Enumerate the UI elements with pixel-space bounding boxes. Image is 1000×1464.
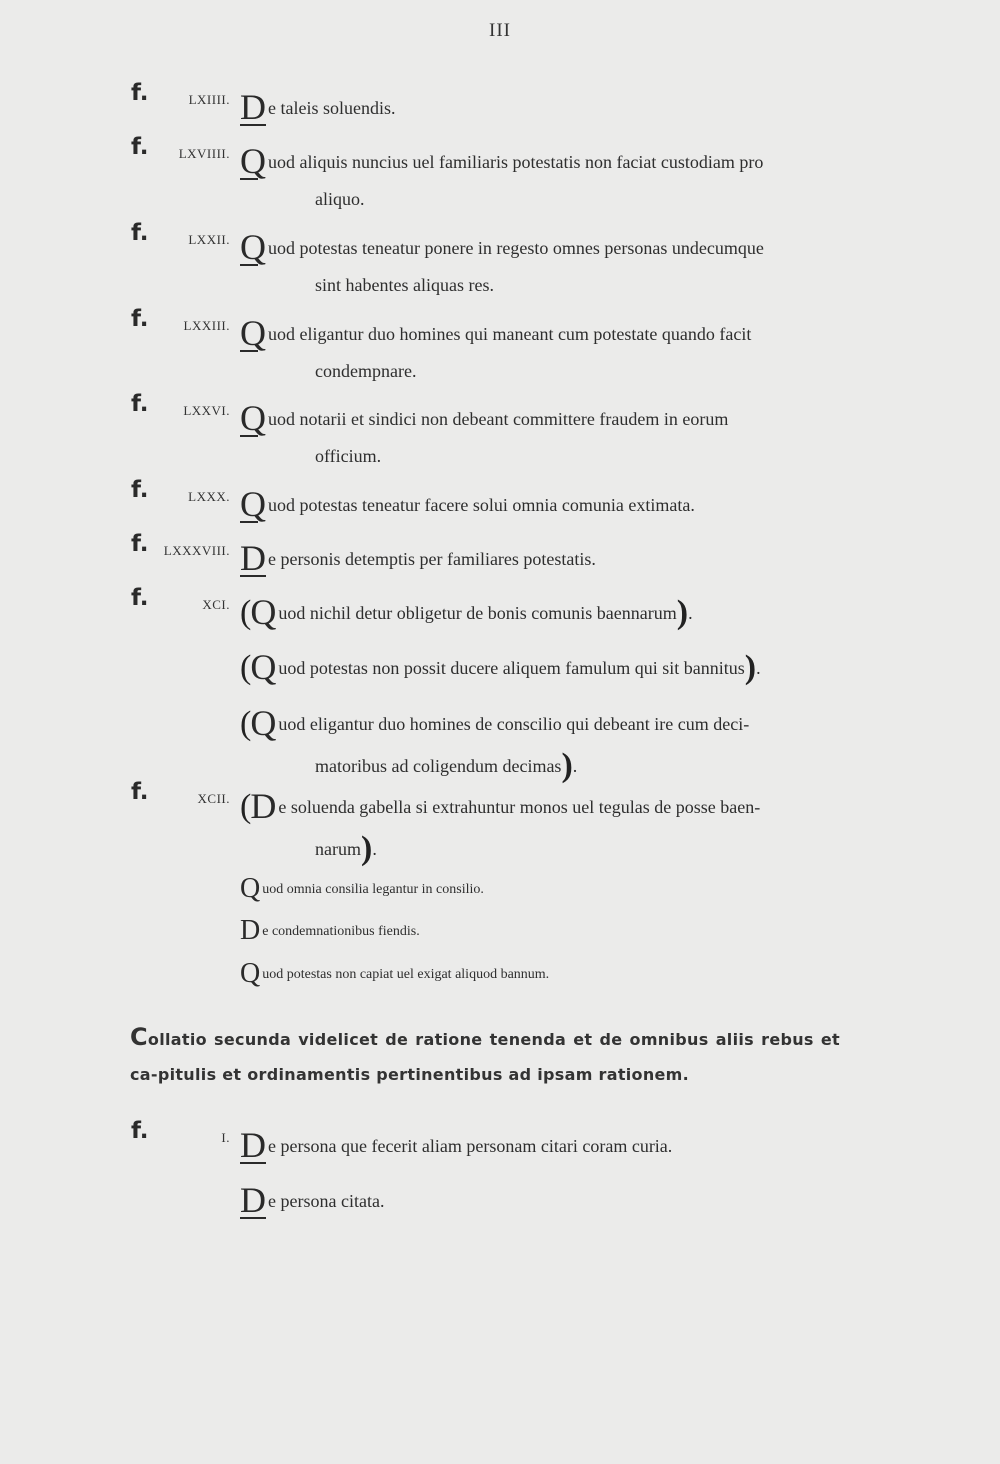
- initial-letter: D: [240, 1125, 266, 1165]
- continuation-text: narum: [315, 839, 361, 859]
- folio-number: LXVIIII.: [178, 146, 230, 161]
- entry-text: [240, 1122, 840, 1165]
- folio-number: LXXVI.: [183, 403, 230, 418]
- initial-letter: Q: [240, 313, 266, 353]
- entry-text: [240, 908, 840, 950]
- entry-rest: e condemnationibus fiendis.: [262, 924, 420, 939]
- entry-text: [240, 1177, 840, 1220]
- entry-text: [240, 535, 840, 578]
- initial-letter: Q: [250, 592, 277, 632]
- folio-mark: f.: [131, 134, 149, 160]
- heading-initial: C: [130, 1023, 148, 1051]
- folio-number: XCI.: [202, 597, 230, 612]
- period: .: [572, 756, 578, 776]
- close-bracket: ): [676, 594, 689, 631]
- entry-rest: uod potestas teneatur facere solui omnia comunia extimata.: [268, 495, 695, 515]
- continuation-text: matoribus ad coligendum decimas: [315, 756, 562, 776]
- open-bracket: (: [240, 705, 252, 742]
- folio-mark: f.: [131, 220, 149, 246]
- initial-letter: Q: [240, 141, 266, 181]
- entry-rest: e taleis soluendis.: [268, 98, 396, 118]
- period: .: [756, 658, 761, 678]
- entry-rest: e persona que fecerit aliam personam citari coram curia.: [268, 1136, 673, 1156]
- initial-letter: D: [240, 538, 266, 578]
- period: .: [688, 603, 693, 623]
- close-bracket: ): [744, 649, 757, 686]
- heading-text: ollatio secunda videlicet de ratione tenenda et de omnibus aliis rebus et ca-pitulis et ordinamentis pertinentibus ad ipsam rationem.: [130, 1030, 840, 1084]
- entry-rest: uod eligantur duo homines de conscilio qui debeant ire cum deci-: [278, 714, 750, 734]
- folio-number: LXIIII.: [188, 92, 230, 107]
- folio-mark: f.: [131, 80, 149, 106]
- entry-rest: uod potestas non capiat uel exigat aliquod bannum.: [262, 967, 550, 982]
- folio-number: I.: [221, 1130, 230, 1145]
- entry-text: [240, 700, 840, 785]
- entry-text: [240, 224, 840, 304]
- entry-continuation: officium.: [315, 446, 382, 466]
- page-number: III: [489, 20, 511, 41]
- entry-text: [240, 644, 840, 687]
- folio-number: LXXXVIII.: [163, 543, 230, 558]
- folio-mark: f.: [131, 779, 149, 805]
- folio-number: LXXIII.: [183, 318, 230, 333]
- entry-rest: uod aliquis nuncius uel familiaris potestatis non faciat custodiam pro: [268, 152, 764, 172]
- entry-rest: e persona citata.: [268, 1191, 385, 1211]
- initial-letter: D: [250, 786, 277, 826]
- close-bracket: ): [561, 747, 573, 784]
- initial-letter: Q: [240, 484, 266, 524]
- folio-number: XCII.: [197, 791, 230, 806]
- section-heading: [130, 1020, 840, 1092]
- initial-letter: D: [240, 1180, 266, 1220]
- entry-text: [240, 481, 840, 524]
- folio-mark: f.: [131, 531, 149, 557]
- entry-rest: uod omnia consilia legantur in consilio.: [262, 882, 484, 897]
- period: .: [372, 839, 377, 859]
- entry-rest: uod potestas teneatur ponere in regesto omnes personas undecumque: [268, 238, 764, 258]
- folio-number: LXXX.: [188, 489, 230, 504]
- entry-text: [240, 84, 840, 127]
- folio-number: LXXII.: [188, 232, 230, 247]
- open-bracket: (: [240, 788, 252, 825]
- open-bracket: (: [240, 649, 252, 686]
- entry-continuation: [240, 826, 840, 868]
- folio-mark: f.: [131, 477, 149, 503]
- entry-continuation: sint habentes aliquas res.: [315, 275, 494, 295]
- open-bracket: (: [240, 594, 252, 631]
- initial-letter: Q: [250, 647, 277, 687]
- entry-text: [240, 310, 840, 390]
- initial-letter: Q: [240, 873, 261, 904]
- folio-mark: f.: [131, 585, 149, 611]
- entry-text: [240, 783, 840, 868]
- entry-text: [240, 395, 840, 475]
- folio-mark: f.: [131, 1118, 149, 1144]
- entry-rest: uod eligantur duo homines qui maneant cum potestate quando facit: [268, 324, 752, 344]
- entry-rest: uod nichil detur obligetur de bonis comunis baennarum: [278, 603, 677, 623]
- folio-mark: f.: [131, 306, 149, 332]
- entry-text: [240, 589, 840, 632]
- initial-letter: Q: [240, 398, 266, 438]
- initial-letter: D: [240, 87, 266, 127]
- entry-text: [240, 866, 840, 908]
- folio-mark: f.: [131, 391, 149, 417]
- entry-rest: e soluenda gabella si extrahuntur monos uel tegulas de posse baen-: [278, 797, 761, 817]
- entry-rest: uod potestas non possit ducere aliquem famulum qui sit bannitus: [278, 658, 745, 678]
- entry-rest: uod notarii et sindici non debeant committere fraudem in eorum: [268, 409, 729, 429]
- close-bracket: ): [360, 830, 373, 867]
- initial-letter: Q: [240, 958, 261, 989]
- initial-letter: Q: [250, 703, 277, 743]
- entry-continuation: condempnare.: [315, 361, 417, 381]
- entry-text: [240, 138, 840, 218]
- entry-text: [240, 951, 840, 993]
- entry-rest: e personis detemptis per familiares potestatis.: [268, 549, 596, 569]
- initial-letter: D: [240, 915, 261, 946]
- initial-letter: Q: [240, 227, 266, 267]
- entry-continuation: aliquo.: [315, 189, 365, 209]
- entry-continuation: [240, 743, 840, 785]
